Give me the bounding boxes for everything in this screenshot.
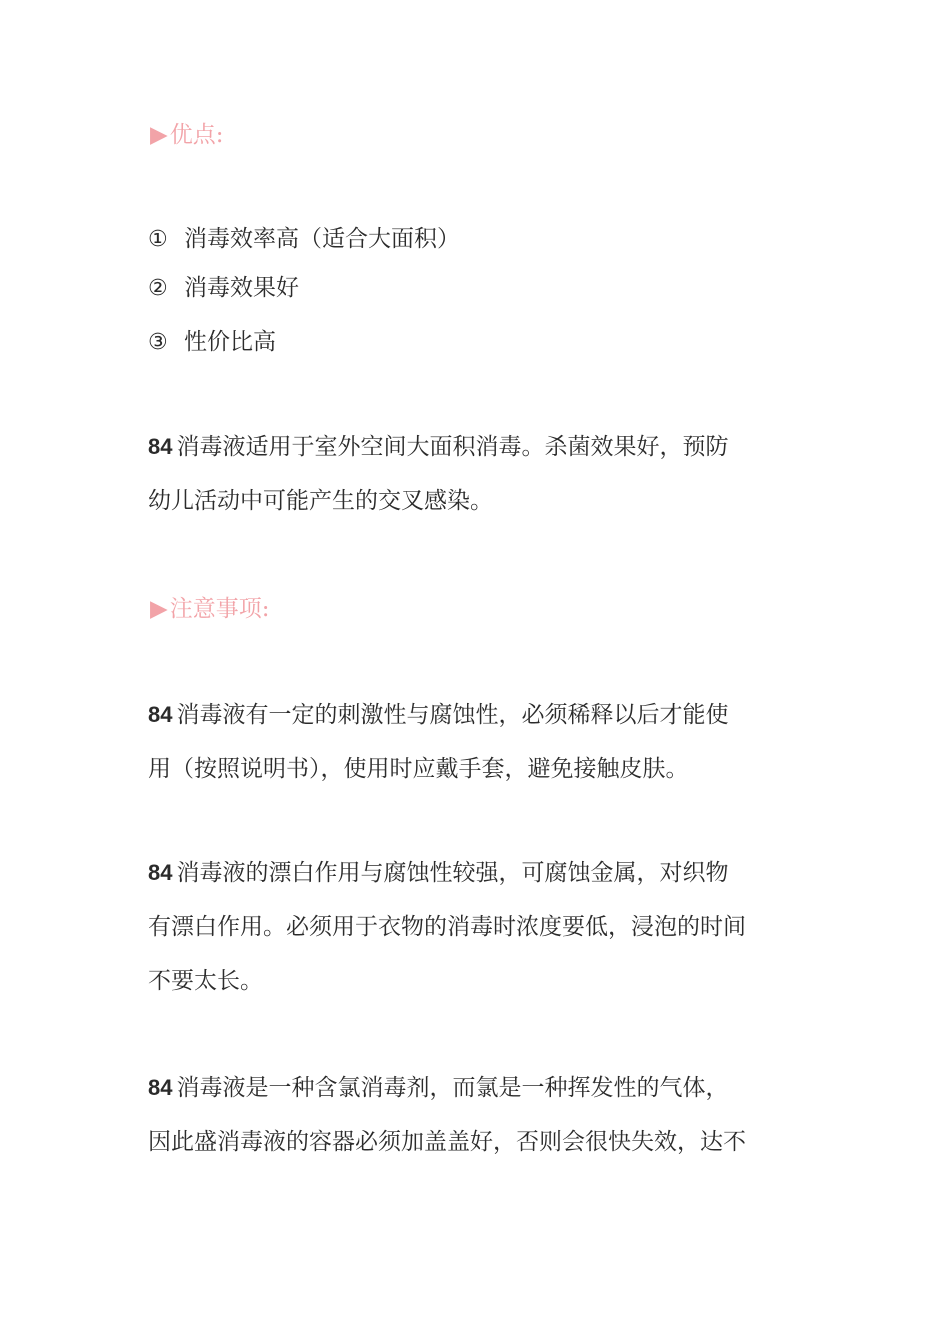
advantage-text: 性价比高 — [184, 329, 276, 355]
precaution-paragraph — [148, 858, 798, 1020]
paragraph-line: 用（按照说明书），使用时应戴手套，避免接触皮肤。 — [148, 756, 689, 782]
paragraph-line: 84 消毒液适用于室外空间大面积消毒。杀菌效果好，预防 — [148, 434, 729, 460]
triangle-bullet-icon: ▶ — [150, 122, 168, 148]
paragraph-line: 84 消毒液的漂白作用与腐蚀性较强，可腐蚀金属，对织物 — [148, 860, 729, 886]
advantage-text: 消毒效率高（适合大面积） — [184, 226, 460, 252]
paragraph-line: 84 消毒液有一定的刺激性与腐蚀性，必须稀释以后才能使 — [148, 702, 729, 728]
product-number: 84 — [148, 1075, 173, 1100]
advantage-item — [148, 224, 460, 255]
precaution-paragraph — [148, 700, 798, 808]
precautions-heading — [150, 594, 269, 624]
product-number: 84 — [148, 702, 173, 727]
triangle-bullet-icon: ▶ — [150, 596, 168, 622]
advantages-title: 优点: — [169, 122, 224, 148]
circled-number-2: ② — [148, 276, 168, 301]
advantage-text: 消毒效果好 — [184, 275, 299, 301]
product-number: 84 — [148, 434, 173, 459]
paragraph-line: 因此盛消毒液的容器必须加盖盖好，否则会很快失效，达不 — [148, 1129, 746, 1155]
paragraph-line: 有漂白作用。必须用于衣物的消毒时浓度要低，浸泡的时间 — [148, 914, 746, 940]
paragraph-line: 84 消毒液是一种含氯消毒剂，而氯是一种挥发性的气体， — [148, 1075, 729, 1101]
circled-number-1: ① — [148, 227, 168, 252]
advantages-heading — [150, 120, 223, 150]
paragraph-line: 幼儿活动中可能产生的交叉感染。 — [148, 488, 493, 514]
summary-paragraph — [148, 432, 798, 540]
advantage-item — [148, 273, 299, 304]
advantage-item — [148, 327, 276, 358]
precautions-title: 注意事项: — [169, 596, 270, 622]
precaution-paragraph — [148, 1073, 798, 1181]
circled-number-3: ③ — [148, 330, 168, 355]
paragraph-line: 不要太长。 — [148, 968, 263, 994]
product-number: 84 — [148, 860, 173, 885]
